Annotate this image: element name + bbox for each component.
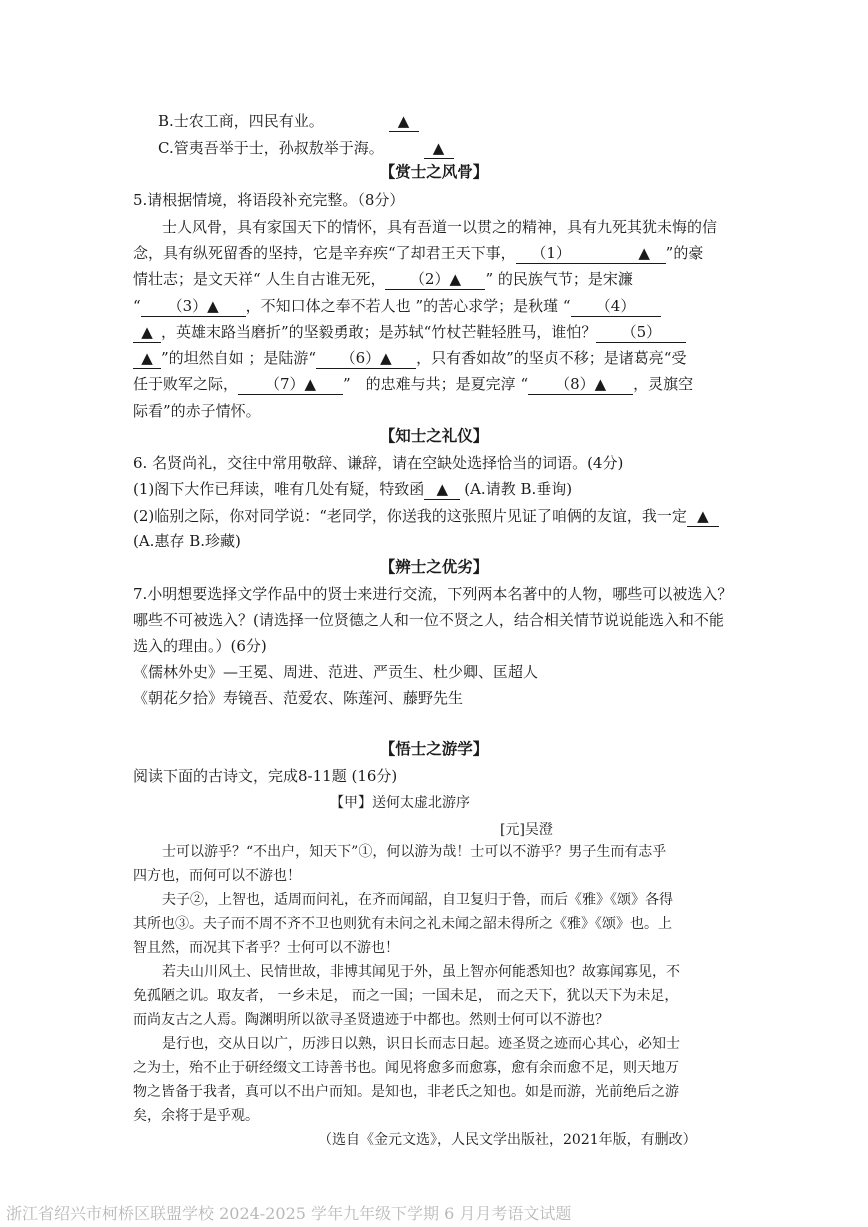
- book-rulin: 《儒林外史》—王冕、周进、范进、严贡生、杜少卿、匡超人: [133, 663, 539, 681]
- passage-p2-l3: 智且然，而况其下者乎？士何可以不游也！: [133, 940, 399, 956]
- q5-line-2: [133, 243, 703, 264]
- q6-text: (1)阁下大作已拜读，唯有几处有疑，特致函: [133, 480, 425, 498]
- q5-text: 情壮志；是文天祥“ 人生自古谁无死，: [133, 270, 386, 288]
- q5-text: ，不知口体之奉不若人也 ”的苦心求学；是秋瑾 “: [245, 297, 571, 315]
- book-zhaohua: 《朝花夕拾》寿镜吾、范爱农、陈莲河、藤野先生: [133, 689, 464, 707]
- q5-text: 任于败军之际，: [133, 375, 239, 393]
- passage-p4-l2: 之为士，殆不止于研经缀文工诗善书也。闻见将愈多而愈寡，愈有余而愈不足，则天地万: [133, 1060, 679, 1076]
- section-heading-youxue: 【悟士之游学】: [379, 739, 489, 758]
- section-heading-youlie: 【辨士之优劣】: [379, 557, 489, 576]
- q5-prompt: 5.请根据情境，将语段补充完整。（8分）: [133, 191, 405, 209]
- q5-text: ，英雄末路当磨折”的坚毅勇敢；是苏轼“竹杖芒鞋轻胜马，谁怕？: [161, 323, 597, 341]
- watermark-footer: 浙江省绍兴市柯桥区联盟学校 2024-2025 学年九年级下学期 6 月月考语文试题: [6, 1204, 572, 1223]
- q6-choices-2: (A.惠存 B.珍藏): [133, 532, 241, 550]
- passage-p1-l2: 四方也，而何可以不游也！: [133, 868, 301, 884]
- option-c: [158, 138, 454, 159]
- q5-text: ” 的民族气节；是宋濂: [485, 270, 633, 288]
- fill-blank-1[interactable]: （1） ▲: [516, 243, 666, 264]
- reading-intro: 阅读下面的古诗文，完成8-11题 (16分): [133, 767, 398, 785]
- option-b: [158, 111, 419, 132]
- q6-text: (2)临别之际，你对同学说：“老同学，你送我的这张照片见证了咱俩的友谊，我一定: [133, 507, 687, 525]
- section-heading-liyi: 【知士之礼仪】: [379, 426, 489, 445]
- q5-text: ” 的忠难与共；是夏完淳 “: [343, 375, 529, 393]
- q6-blank-1[interactable]: ▲: [424, 479, 460, 500]
- fill-blank-5-cont[interactable]: ▲: [133, 348, 161, 369]
- fill-blank-5[interactable]: （5）: [596, 322, 686, 343]
- q5-text: ，灵旗空: [633, 375, 694, 393]
- passage-p4-l1: 是行也，交从日以广，历涉日以熟，识日长而志日起。迹圣贤之迹而心其心，必知士: [162, 1036, 680, 1052]
- q5-line-5: [133, 322, 686, 343]
- passage-p3-l3: 而尚友古之人焉。陶渊明所以欲寻圣贤遗迹于中都也。然则士何可以不游也？: [133, 1012, 609, 1028]
- fill-blank-4-cont[interactable]: ▲: [133, 322, 161, 343]
- option-b-text: B.士农工商，四民有业。: [158, 112, 324, 130]
- text-title: 【甲】送何太虚北游序: [330, 795, 470, 811]
- passage-p4-l4: 矣，余将于是乎观。: [133, 1108, 259, 1124]
- q5-text: “: [133, 297, 141, 315]
- q5-line-3: [133, 269, 633, 290]
- passage-p2-l1: 夫子②，上智也，适周而问礼，在齐而闻韶，自卫复归于鲁，而后《雅》《颂》各得: [162, 892, 673, 908]
- q7-line-2: 哪些不可被选入？(请选择一位贤德之人和一位不贤之人，结合相关情节说说能选入和不能: [133, 611, 724, 629]
- passage-p4-l3: 物之皆备于我者，真可以不出户而知。是知也，非老氏之知也。如是而游，光前绝后之游: [133, 1084, 679, 1100]
- text-author: [元]吴澄: [500, 822, 553, 838]
- fill-blank-4[interactable]: （4）: [571, 296, 661, 317]
- passage-p1-l1: 士可以游乎？“不出户，知天下”①，何以游为哉！士可以不游乎？男子生而有志乎: [162, 844, 667, 860]
- q5-line-4: [133, 296, 661, 317]
- q5-line-6: [133, 348, 686, 369]
- section-heading-fenggu: 【赏士之风骨】: [379, 162, 489, 181]
- fill-blank-6[interactable]: （6）▲: [316, 348, 416, 369]
- q6-blank-2[interactable]: ▲: [687, 506, 719, 527]
- fill-blank-7[interactable]: （7）▲: [238, 374, 343, 395]
- fill-blank-3[interactable]: （3）▲: [141, 296, 246, 317]
- q5-text: ，只有香如故”的坚贞不移；是诸葛亮“受: [416, 349, 687, 367]
- q6-choices: (A.请教 B.垂询): [464, 480, 573, 498]
- q5-text: ”的坦然自如 ；是陆游“: [161, 349, 317, 367]
- q5-line-7: [133, 374, 693, 395]
- q5-line-1: 士人风骨，具有家国天下的情怀，具有吾道一以贯之的精神，具有九死其犹未悔的信: [162, 218, 718, 236]
- q7-line-3: 选入的理由。）(6分): [133, 637, 267, 655]
- fill-blank-8[interactable]: （8）▲: [528, 374, 633, 395]
- passage-p2-l2: 其所也③。夫子而不周不齐不卫也则犹有未问之礼未闻之韶未得所之《雅》《颂》也。上: [133, 916, 672, 932]
- passage-p3-l1: 若夫山川风土、民情世故，非博其闻见于外，虽上智亦何能悉知也？故寡闻寡见，不: [162, 964, 680, 980]
- q6-item-1: [133, 479, 572, 500]
- fill-blank-2[interactable]: （2）▲: [385, 269, 485, 290]
- answer-blank[interactable]: ▲: [389, 111, 419, 132]
- passage-source: （选自《金元文选》，人民文学出版社，2021年版，有删改）: [318, 1132, 697, 1148]
- passage-p3-l2: 免孤陋之讥。取友者， 一乡未足， 而之一国；一国未足， 而之天下，犹以天下为未足，: [133, 988, 679, 1004]
- q6-item-2: [133, 506, 719, 527]
- q5-text: ”的豪: [665, 244, 704, 262]
- option-c-text: C.管夷吾举于士，孙叔敖举于海。: [158, 139, 384, 157]
- q5-text: 念，具有纵死留香的坚持，它是辛弃疾“了却君王天下事，: [133, 244, 516, 262]
- answer-blank[interactable]: ▲: [424, 138, 454, 159]
- q6-prompt: 6. 名贤尚礼，交往中常用敬辞、谦辞，请在空缺处选择恰当的词语。(4分): [133, 454, 624, 472]
- q7-line-1: 7.小明想要选择文学作品中的贤士来进行交流，下列两本名著中的人物，哪些可以被选入？: [133, 585, 733, 603]
- q5-line-8: 际看”的赤子情怀。: [133, 402, 261, 420]
